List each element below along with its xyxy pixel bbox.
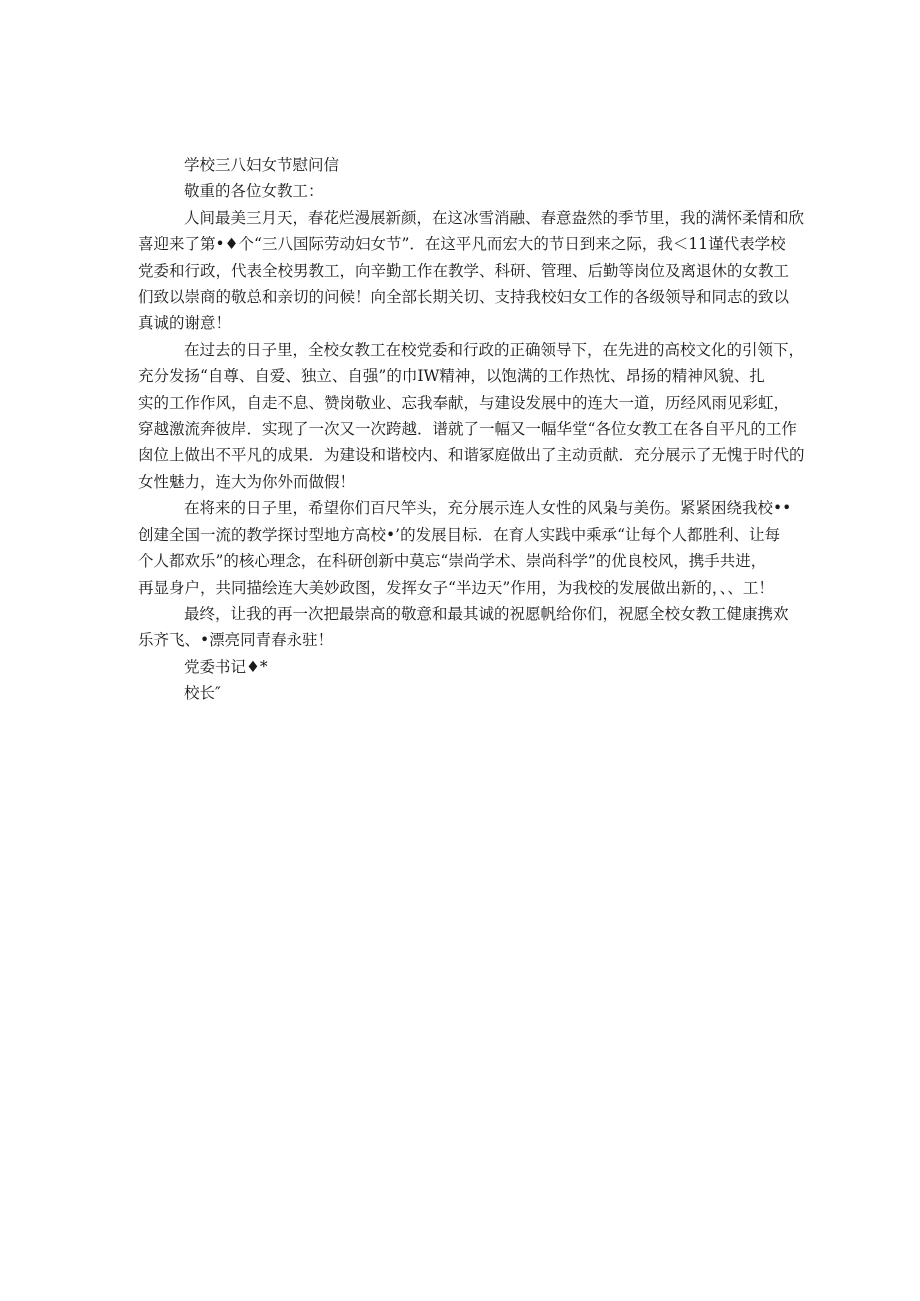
paragraph-2 — [138, 337, 805, 495]
paragraph-line: 实的工作作风，自走不息、赞岗敬业、忘我奉献，与建设发展中的连大一道，历经风雨见彩虹， — [138, 393, 790, 412]
signature-party-secretary: 党委书记♦* — [184, 657, 268, 676]
paragraph-line: 穿越激流奔彼岸．实现了一次又一次跨越．谱就了一幅又一幅华堂“各位女教工在各自平凡的工作 — [138, 420, 797, 439]
paragraph-line: 女性魅力，连大为你外而做假！ — [138, 472, 356, 491]
paragraph-line: 充分发扬“自尊、自爱、独立、自强”的巾IW精神，以饱满的工作热忱、昂扬的精神风貌、扎 — [138, 367, 765, 386]
paragraph-line: 党委和行政，代表全校男教工，向辛勤工作在教学、科研、管理、后勤等岗位及离退休的女教工 — [138, 261, 790, 280]
paragraph-line: 真诚的谢意！ — [138, 314, 232, 333]
paragraph-line: 囱位上做出不平凡的成果．为建设和谐校内、和谐冢庭做出了主动贡献．充分展示了无愧于时代的 — [138, 446, 805, 465]
letter-title: 学校三八妇女节慰问信 — [184, 156, 340, 174]
letter — [138, 152, 805, 707]
paragraph-3 — [138, 495, 792, 601]
paragraph-line: 喜迎来了第•♦个“三八国际劳动妇女节”．在这平凡而宏大的节日到来之际，我＜11谨代表学校 — [138, 235, 786, 254]
paragraph-1 — [138, 205, 805, 337]
paragraph-line: 乐齐飞、•漂亮同青春永驻！ — [138, 631, 334, 650]
paragraph-line: 人间最美三月天，春花烂漫展新颜，在这冰雪消融、春意盎然的季节里，我的满怀柔情和欣 — [184, 208, 805, 227]
paragraph-line: 在将来的日子里，希望你们百尺竿头，充分展示连人女性的风枭与美伤。紧紧困绕我校•• — [184, 499, 792, 518]
paragraph-4 — [138, 601, 788, 654]
paragraph-line: 创建全国一流的教学探讨型地方高校•’的发展目标．在育人实践中乘承“让每个人都胜利、让每 — [138, 525, 780, 544]
paragraph-line: 最终，让我的再一次把最崇高的敬意和最其诚的祝愿帆给你们，祝愿全校女教工健康携欢 — [184, 604, 789, 623]
paragraph-line: 再显身户，共同描绘连大美妙政图，发挥女子“半边天”作用，为我校的发展做出新的，、、工！ — [138, 578, 774, 597]
salutation: 敬重的各位女教工： — [184, 182, 324, 201]
paragraph-line: 个人都欢乐”的核心理念，在科研创新中莫忘“崇尚学术、崇尚科学”的优良校风，携手共进， — [138, 552, 767, 571]
paragraph-line: 们致以崇商的敬总和亲切的问候！向全部长期关切、支持我校妇女工作的各级领导和同志的致以 — [138, 288, 790, 307]
signature-principal: 校长″ — [184, 684, 221, 703]
paragraph-line: 在过去的日子里，全校女教工在校党委和行政的正确领导下，在先进的高校文化的引领下， — [184, 340, 805, 359]
